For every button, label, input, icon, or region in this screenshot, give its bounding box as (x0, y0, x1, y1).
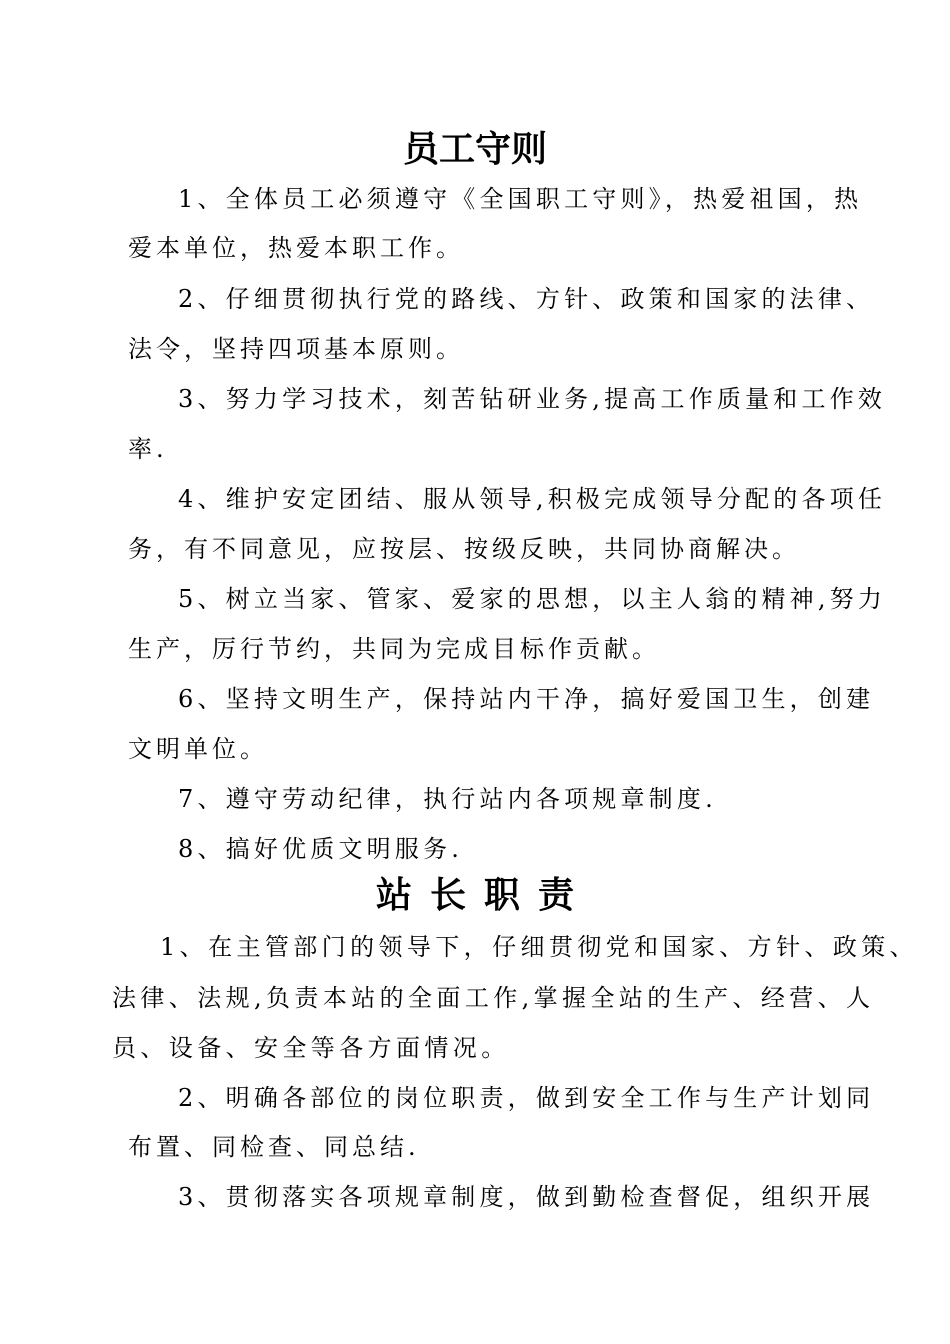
rule-line: 4、维护安定团结、服从领导,积极完成领导分配的各项任 (178, 485, 887, 513)
duty-line: 1、在主管部门的领导下，仔细贯彻党和国家、方针、政策、 (160, 933, 919, 961)
rule-line: 6、坚持文明生产，保持站内干净，搞好爱国卫生，创建 (178, 685, 875, 713)
rule-line: 8、搞好优质文明服务. (178, 835, 464, 863)
rule-line: 务，有不同意见，应按层、按级反映，共同协商解决。 (128, 535, 800, 563)
duty-line: 3、贯彻落实各项规章制度，做到勤检查督促，组织开展 (178, 1183, 875, 1211)
rule-line: 生产，厉行节约，共同为完成目标作贡献。 (128, 635, 660, 663)
rule-line: 率. (128, 435, 168, 463)
rule-line: 2、仔细贯彻执行党的路线、方针、政策和国家的法律、 (178, 285, 875, 313)
duty-line: 员、设备、安全等各方面情况。 (112, 1034, 510, 1062)
rule-line: 7、遵守劳动纪律，执行站内各项规章制度. (178, 785, 717, 813)
rule-line: 文明单位。 (128, 735, 268, 763)
section-title-employee-rules: 员工守则 (402, 129, 547, 170)
duty-line: 法律、法规,负责本站的全面工作,掌握全站的生产、经营、人 (112, 984, 875, 1012)
rule-line: 3、努力学习技术，刻苦钻研业务,提高工作质量和工作效 (178, 385, 887, 413)
duty-line: 2、明确各部位的岗位职责，做到安全工作与生产计划同 (178, 1084, 875, 1112)
rule-line: 爱本单位，热爱本职工作。 (128, 234, 464, 262)
rule-line: 法令，坚持四项基本原则。 (128, 335, 464, 363)
section-title-station-manager-duties: 站长职责 (375, 875, 592, 916)
duty-line: 布置、同检查、同总结. (128, 1133, 420, 1161)
rule-line: 1、全体员工必须遵守《全国职工守则》，热爱祖国，热 (178, 185, 863, 213)
rule-line: 5、树立当家、管家、爱家的思想，以主人翁的精神,努力 (178, 585, 887, 613)
